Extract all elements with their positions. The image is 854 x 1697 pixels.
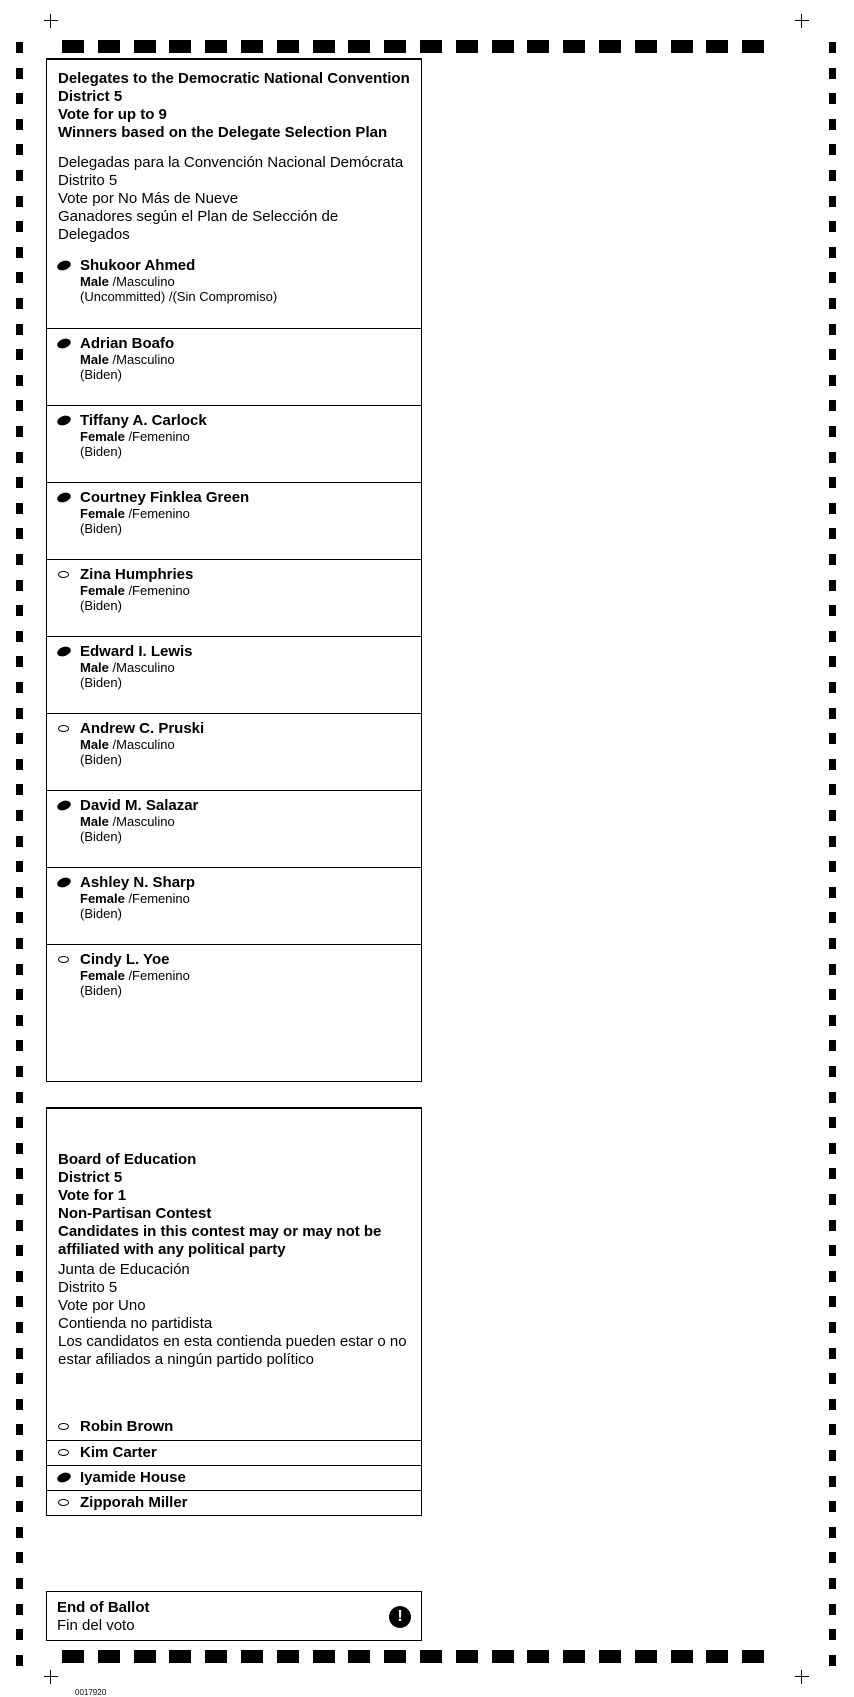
timing-mark xyxy=(829,349,836,360)
timing-mark xyxy=(384,40,406,53)
timing-mark xyxy=(16,1629,23,1640)
timing-mark xyxy=(420,1650,442,1663)
timing-mark xyxy=(829,605,836,616)
timing-mark xyxy=(706,40,728,53)
timing-mark xyxy=(16,784,23,795)
timing-mark xyxy=(16,196,23,207)
candidate-name: Zipporah Miller xyxy=(80,1494,188,1511)
candidate-row[interactable] xyxy=(47,405,421,482)
timing-mark xyxy=(829,759,836,770)
candidate-row[interactable] xyxy=(47,1490,421,1515)
timing-mark xyxy=(829,1194,836,1205)
timing-mark xyxy=(16,861,23,872)
timing-mark xyxy=(829,1552,836,1563)
vote-oval[interactable] xyxy=(56,491,72,504)
timing-mark xyxy=(16,1399,23,1410)
candidate-affiliation: (Biden) xyxy=(80,598,122,613)
contest-title-line: Vote por Uno xyxy=(58,1297,146,1314)
timing-mark xyxy=(829,964,836,975)
contest-title-line: Delegates to the Democratic National Convention xyxy=(58,70,410,87)
timing-mark xyxy=(829,196,836,207)
timing-mark xyxy=(16,1501,23,1512)
timing-mark xyxy=(16,580,23,591)
timing-mark xyxy=(16,170,23,181)
timing-mark xyxy=(16,1040,23,1051)
contest-title-line: Vote for 1 xyxy=(58,1187,127,1204)
timing-mark xyxy=(16,349,23,360)
vote-oval[interactable] xyxy=(58,571,69,578)
registration-crosshair-icon xyxy=(44,1670,58,1684)
timing-mark xyxy=(829,912,836,923)
gender-en: Female xyxy=(80,891,125,906)
vote-oval[interactable] xyxy=(56,799,72,812)
timing-mark xyxy=(563,40,585,53)
timing-mark xyxy=(16,1194,23,1205)
vote-oval[interactable] xyxy=(58,1423,69,1430)
contest-title-line: Vote por No Más de Nueve xyxy=(58,190,239,207)
timing-mark xyxy=(829,1271,836,1282)
timing-mark xyxy=(169,40,191,53)
candidate-row[interactable] xyxy=(47,636,421,713)
vote-oval[interactable] xyxy=(56,876,72,889)
vote-oval[interactable] xyxy=(56,337,72,350)
timing-mark xyxy=(98,40,120,53)
contest-title-line: Board of Education xyxy=(58,1151,197,1168)
timing-mark xyxy=(16,42,23,53)
timing-mark xyxy=(671,40,693,53)
registration-crosshair-icon xyxy=(795,1670,809,1684)
timing-mark xyxy=(16,375,23,386)
vote-oval[interactable] xyxy=(56,1471,72,1484)
gender-en: Male xyxy=(80,660,109,675)
delegates-contest xyxy=(46,58,422,1082)
gender-es: /Masculino xyxy=(112,737,175,752)
timing-mark xyxy=(829,452,836,463)
timing-mark xyxy=(829,503,836,514)
timing-mark xyxy=(829,861,836,872)
gender-en: Male xyxy=(80,737,109,752)
candidate-gender xyxy=(80,891,421,906)
exclamation-icon: ! xyxy=(389,1606,411,1628)
contest-title-line: Vote for up to 9 xyxy=(58,106,167,123)
contest-title-line: Ganadores según el Plan de Selección de Delegados xyxy=(58,208,339,243)
contest-title-line: Distrito 5 xyxy=(58,172,118,189)
timing-mark xyxy=(829,1015,836,1026)
timing-mark xyxy=(16,1527,23,1538)
timing-mark xyxy=(829,68,836,79)
end-label-es: Fin del voto xyxy=(57,1617,135,1634)
timing-mark xyxy=(829,631,836,642)
candidate-name: Andrew C. Pruski xyxy=(80,720,205,737)
candidate-name: Cindy L. Yoe xyxy=(80,951,170,968)
gender-es: /Femenino xyxy=(128,968,190,983)
timing-mark xyxy=(829,1066,836,1077)
timing-mark xyxy=(829,93,836,104)
timing-mark xyxy=(829,298,836,309)
timing-mark xyxy=(16,1220,23,1231)
timing-mark xyxy=(277,1650,299,1663)
candidate-gender xyxy=(80,660,421,675)
timing-mark xyxy=(742,1650,764,1663)
timing-mark xyxy=(62,40,84,53)
gender-es: /Masculino xyxy=(112,352,175,367)
timing-mark xyxy=(16,836,23,847)
contest-title-line: District 5 xyxy=(58,1169,123,1186)
contest-title-line: Junta de Educación xyxy=(58,1261,190,1278)
timing-mark xyxy=(829,1348,836,1359)
timing-mark xyxy=(829,1399,836,1410)
timing-mark xyxy=(829,477,836,488)
timing-mark xyxy=(16,1245,23,1256)
timing-mark xyxy=(829,1168,836,1179)
timing-mark xyxy=(829,1143,836,1154)
timing-mark xyxy=(16,733,23,744)
timing-mark xyxy=(635,40,657,53)
timing-mark xyxy=(671,1650,693,1663)
ballot-serial: 0017920 xyxy=(75,1688,107,1697)
timing-mark xyxy=(16,1373,23,1384)
timing-mark xyxy=(599,1650,621,1663)
contest-header xyxy=(47,60,421,248)
timing-mark xyxy=(829,1501,836,1512)
gender-es: /Masculino xyxy=(112,814,175,829)
candidate-row[interactable] xyxy=(47,251,421,328)
candidate-affiliation: (Biden) xyxy=(80,906,122,921)
timing-mark xyxy=(829,400,836,411)
timing-mark xyxy=(241,40,263,53)
timing-mark xyxy=(16,887,23,898)
timing-mark xyxy=(829,1527,836,1538)
timing-mark xyxy=(829,554,836,565)
timing-mark xyxy=(16,503,23,514)
timing-mark xyxy=(16,1348,23,1359)
candidate-row[interactable] xyxy=(47,559,421,636)
timing-mark xyxy=(829,119,836,130)
timing-mark xyxy=(829,1040,836,1051)
contest-title-line: Candidates in this contest may or may not be affiliated with any political party xyxy=(58,1223,382,1258)
timing-mark xyxy=(16,426,23,437)
timing-mark xyxy=(829,1578,836,1589)
timing-mark xyxy=(829,989,836,1000)
timing-mark xyxy=(829,1117,836,1128)
timing-mark xyxy=(16,989,23,1000)
timing-mark xyxy=(16,298,23,309)
candidate-gender xyxy=(80,814,421,829)
contest-title-line: District 5 xyxy=(58,88,123,105)
candidate-gender xyxy=(80,352,421,367)
timing-mark xyxy=(205,40,227,53)
timing-mark xyxy=(16,144,23,155)
timing-mark xyxy=(277,40,299,53)
candidate-affiliation: (Biden) xyxy=(80,367,122,382)
candidate-affiliation: (Biden) xyxy=(80,829,122,844)
timing-mark xyxy=(829,1476,836,1487)
gender-en: Female xyxy=(80,583,125,598)
timing-mark xyxy=(16,1476,23,1487)
timing-mark xyxy=(16,221,23,232)
timing-mark xyxy=(527,40,549,53)
candidate-name: Shukoor Ahmed xyxy=(80,257,196,274)
timing-mark xyxy=(16,964,23,975)
timing-mark xyxy=(313,40,335,53)
timing-mark xyxy=(829,324,836,335)
timing-mark xyxy=(16,682,23,693)
vote-oval[interactable] xyxy=(58,1449,69,1456)
timing-mark xyxy=(829,682,836,693)
candidate-affiliation: (Biden) xyxy=(80,444,122,459)
vote-oval[interactable] xyxy=(56,414,72,427)
timing-mark xyxy=(829,733,836,744)
timing-mark xyxy=(134,1650,156,1663)
gender-en: Female xyxy=(80,506,125,521)
timing-mark xyxy=(635,1650,657,1663)
timing-mark xyxy=(829,1655,836,1666)
candidate-gender xyxy=(80,274,421,289)
timing-mark xyxy=(16,324,23,335)
timing-mark xyxy=(829,528,836,539)
timing-mark xyxy=(829,1373,836,1384)
timing-mark xyxy=(829,810,836,821)
timing-mark xyxy=(205,1650,227,1663)
timing-mark xyxy=(16,810,23,821)
timing-mark xyxy=(16,1655,23,1666)
timing-mark xyxy=(16,1450,23,1461)
candidate-row[interactable] xyxy=(47,944,421,1021)
timing-mark xyxy=(16,1015,23,1026)
candidate-name: Edward I. Lewis xyxy=(80,643,193,660)
timing-mark xyxy=(16,272,23,283)
candidate-name: David M. Salazar xyxy=(80,797,199,814)
vote-oval[interactable] xyxy=(58,956,69,963)
timing-mark xyxy=(16,1168,23,1179)
timing-mark xyxy=(829,1296,836,1307)
candidate-name: Tiffany A. Carlock xyxy=(80,412,207,429)
timing-mark xyxy=(829,1220,836,1231)
end-label: End of Ballot xyxy=(57,1599,150,1616)
timing-mark xyxy=(16,759,23,770)
timing-mark xyxy=(16,631,23,642)
timing-mark xyxy=(492,1650,514,1663)
timing-mark xyxy=(16,1578,23,1589)
timing-mark xyxy=(16,477,23,488)
registration-crosshair-icon xyxy=(795,14,809,28)
timing-mark xyxy=(16,247,23,258)
contest-title-line: Los candidatos en esta contienda pueden estar o no estar afiliados a ningún partido político xyxy=(58,1333,407,1368)
timing-mark xyxy=(16,1143,23,1154)
timing-mark xyxy=(563,1650,585,1663)
timing-mark xyxy=(829,784,836,795)
timing-mark xyxy=(169,1650,191,1663)
timing-mark xyxy=(829,426,836,437)
gender-es: /Masculino xyxy=(112,660,175,675)
timing-mark xyxy=(829,1629,836,1640)
timing-mark xyxy=(384,1650,406,1663)
timing-mark xyxy=(62,1650,84,1663)
contest-header xyxy=(47,1109,421,1373)
candidate-name: Kim Carter xyxy=(80,1444,157,1461)
timing-mark xyxy=(829,708,836,719)
timing-mark xyxy=(16,912,23,923)
timing-mark xyxy=(16,1117,23,1128)
timing-mark xyxy=(492,40,514,53)
timing-mark xyxy=(348,40,370,53)
timing-mark xyxy=(16,1092,23,1103)
candidate-affiliation: (Biden) xyxy=(80,752,122,767)
gender-en: Female xyxy=(80,429,125,444)
timing-mark xyxy=(829,144,836,155)
timing-mark xyxy=(829,170,836,181)
candidate-row[interactable] xyxy=(47,867,421,944)
gender-en: Male xyxy=(80,814,109,829)
timing-mark xyxy=(16,938,23,949)
timing-mark xyxy=(16,1552,23,1563)
timing-mark xyxy=(420,40,442,53)
timing-mark xyxy=(16,554,23,565)
timing-mark xyxy=(829,938,836,949)
contest-title-line: Distrito 5 xyxy=(58,1279,118,1296)
vote-oval[interactable] xyxy=(58,725,69,732)
timing-mark xyxy=(16,93,23,104)
timing-mark xyxy=(829,42,836,53)
vote-oval[interactable] xyxy=(56,259,72,272)
timing-mark xyxy=(16,656,23,667)
candidate-gender xyxy=(80,968,421,983)
candidate-affiliation: (Uncommitted) /(Sin Compromiso) xyxy=(80,289,278,304)
timing-mark xyxy=(829,272,836,283)
timing-mark xyxy=(599,40,621,53)
candidate-row[interactable] xyxy=(47,1415,421,1440)
candidate-name: Adrian Boafo xyxy=(80,335,175,352)
candidate-row[interactable] xyxy=(47,1465,421,1490)
candidate-row[interactable] xyxy=(47,1440,421,1465)
candidate-name: Zina Humphries xyxy=(80,566,194,583)
timing-mark xyxy=(829,1092,836,1103)
timing-mark xyxy=(527,1650,549,1663)
gender-es: /Femenino xyxy=(128,429,190,444)
timing-mark xyxy=(348,1650,370,1663)
timing-mark xyxy=(829,1450,836,1461)
timing-mark xyxy=(829,1604,836,1615)
timing-mark xyxy=(16,1322,23,1333)
candidate-affiliation: (Biden) xyxy=(80,675,122,690)
timing-mark xyxy=(829,1245,836,1256)
candidate-row[interactable] xyxy=(47,713,421,790)
candidate-name: Iyamide House xyxy=(80,1469,186,1486)
contest-title-line: Winners based on the Delegate Selection Plan xyxy=(58,124,388,141)
timing-mark xyxy=(829,375,836,386)
candidate-name: Robin Brown xyxy=(80,1418,174,1435)
timing-mark xyxy=(742,40,764,53)
timing-mark xyxy=(16,708,23,719)
timing-mark xyxy=(456,40,478,53)
board-contest xyxy=(46,1107,422,1516)
timing-mark xyxy=(16,1066,23,1077)
contest-title-line: Contienda no partidista xyxy=(58,1315,213,1332)
timing-mark xyxy=(16,605,23,616)
candidate-gender xyxy=(80,506,421,521)
timing-mark xyxy=(829,656,836,667)
candidate-row[interactable] xyxy=(47,790,421,867)
candidate-affiliation: (Biden) xyxy=(80,521,122,536)
timing-mark xyxy=(16,400,23,411)
timing-mark xyxy=(829,580,836,591)
timing-mark xyxy=(16,1271,23,1282)
timing-mark xyxy=(16,528,23,539)
gender-es: /Femenino xyxy=(128,891,190,906)
candidate-gender xyxy=(80,429,421,444)
registration-crosshair-icon xyxy=(44,14,58,28)
timing-mark xyxy=(829,887,836,898)
gender-en: Male xyxy=(80,352,109,367)
timing-mark xyxy=(829,221,836,232)
candidate-row[interactable] xyxy=(47,482,421,559)
candidate-name: Ashley N. Sharp xyxy=(80,874,196,891)
contest-title-line: Non-Partisan Contest xyxy=(58,1205,212,1222)
timing-mark xyxy=(829,836,836,847)
timing-mark xyxy=(98,1650,120,1663)
end-of-ballot xyxy=(46,1591,422,1641)
timing-mark xyxy=(241,1650,263,1663)
timing-mark xyxy=(16,119,23,130)
candidate-gender xyxy=(80,583,421,598)
timing-mark xyxy=(16,1604,23,1615)
timing-mark xyxy=(16,1424,23,1435)
vote-oval[interactable] xyxy=(58,1499,69,1506)
timing-mark xyxy=(829,1424,836,1435)
candidate-gender xyxy=(80,737,421,752)
contest-title-line: Delegadas para la Convención Nacional Demócrata xyxy=(58,154,404,171)
timing-mark xyxy=(313,1650,335,1663)
gender-es: /Femenino xyxy=(128,583,190,598)
timing-mark xyxy=(829,247,836,258)
gender-es: /Masculino xyxy=(112,274,175,289)
timing-mark xyxy=(706,1650,728,1663)
timing-mark xyxy=(16,1296,23,1307)
timing-mark xyxy=(134,40,156,53)
vote-oval[interactable] xyxy=(56,645,72,658)
timing-mark xyxy=(829,1322,836,1333)
timing-mark xyxy=(456,1650,478,1663)
timing-mark xyxy=(16,68,23,79)
candidate-affiliation: (Biden) xyxy=(80,983,122,998)
gender-en: Male xyxy=(80,274,109,289)
candidate-name: Courtney Finklea Green xyxy=(80,489,250,506)
candidate-row[interactable] xyxy=(47,328,421,405)
timing-mark xyxy=(16,452,23,463)
gender-en: Female xyxy=(80,968,125,983)
gender-es: /Femenino xyxy=(128,506,190,521)
